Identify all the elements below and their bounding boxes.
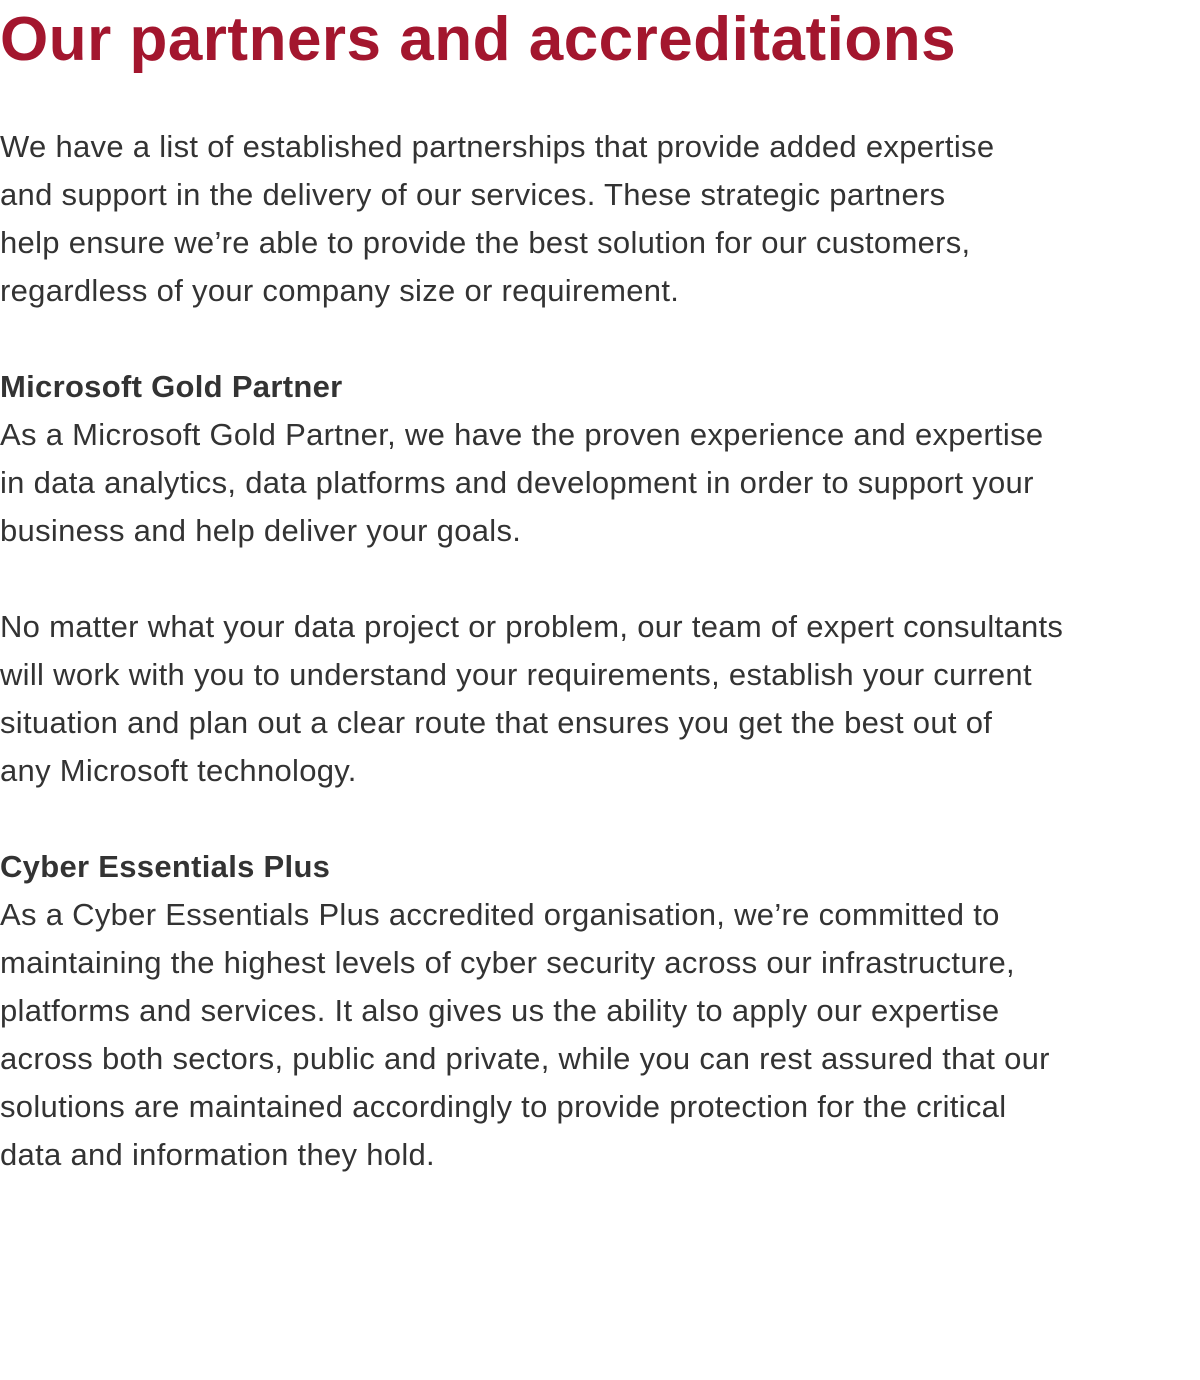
text-line: No matter what your data project or problem, our team of expert consultants: [0, 609, 1064, 644]
text-line: and support in the delivery of our services. These strategic partners: [0, 177, 946, 212]
spacer: [0, 795, 1200, 843]
text-line: maintaining the highest levels of cyber security across our infrastructure,: [0, 945, 1015, 980]
text-line: any Microsoft technology.: [0, 753, 357, 788]
text-line: will work with you to understand your requirements, establish your current: [0, 657, 1032, 692]
cyber-section: [0, 843, 1200, 1179]
text-line: We have a list of established partnerships that provide added expertise: [0, 129, 995, 164]
text-line: across both sectors, public and private, while you can rest assured that our: [0, 1041, 1050, 1076]
spacer: [0, 555, 1200, 603]
spacer: [0, 315, 1200, 363]
text-line: As a Microsoft Gold Partner, we have the proven experience and expertise: [0, 417, 1044, 452]
text-line: business and help deliver your goals.: [0, 513, 522, 548]
text-line: data and information they hold.: [0, 1137, 435, 1172]
text-line: help ensure we’re able to provide the best solution for our customers,: [0, 225, 971, 260]
text-line: situation and plan out a clear route that ensures you get the best out of: [0, 705, 993, 740]
text-line: As a Cyber Essentials Plus accredited organisation, we’re committed to: [0, 897, 1000, 932]
microsoft-heading: Microsoft Gold Partner: [0, 369, 343, 404]
text-line: platforms and services. It also gives us the ability to apply our expertise: [0, 993, 1000, 1028]
text-line: solutions are maintained accordingly to provide protection for the critical: [0, 1089, 1007, 1124]
text-line: in data analytics, data platforms and development in order to support your: [0, 465, 1034, 500]
text-line: regardless of your company size or requirement.: [0, 273, 680, 308]
page-title: Our partners and accreditations: [0, 5, 957, 74]
cyber-heading: Cyber Essentials Plus: [0, 849, 331, 884]
intro-paragraph: [0, 123, 1200, 315]
microsoft-section: [0, 363, 1200, 795]
